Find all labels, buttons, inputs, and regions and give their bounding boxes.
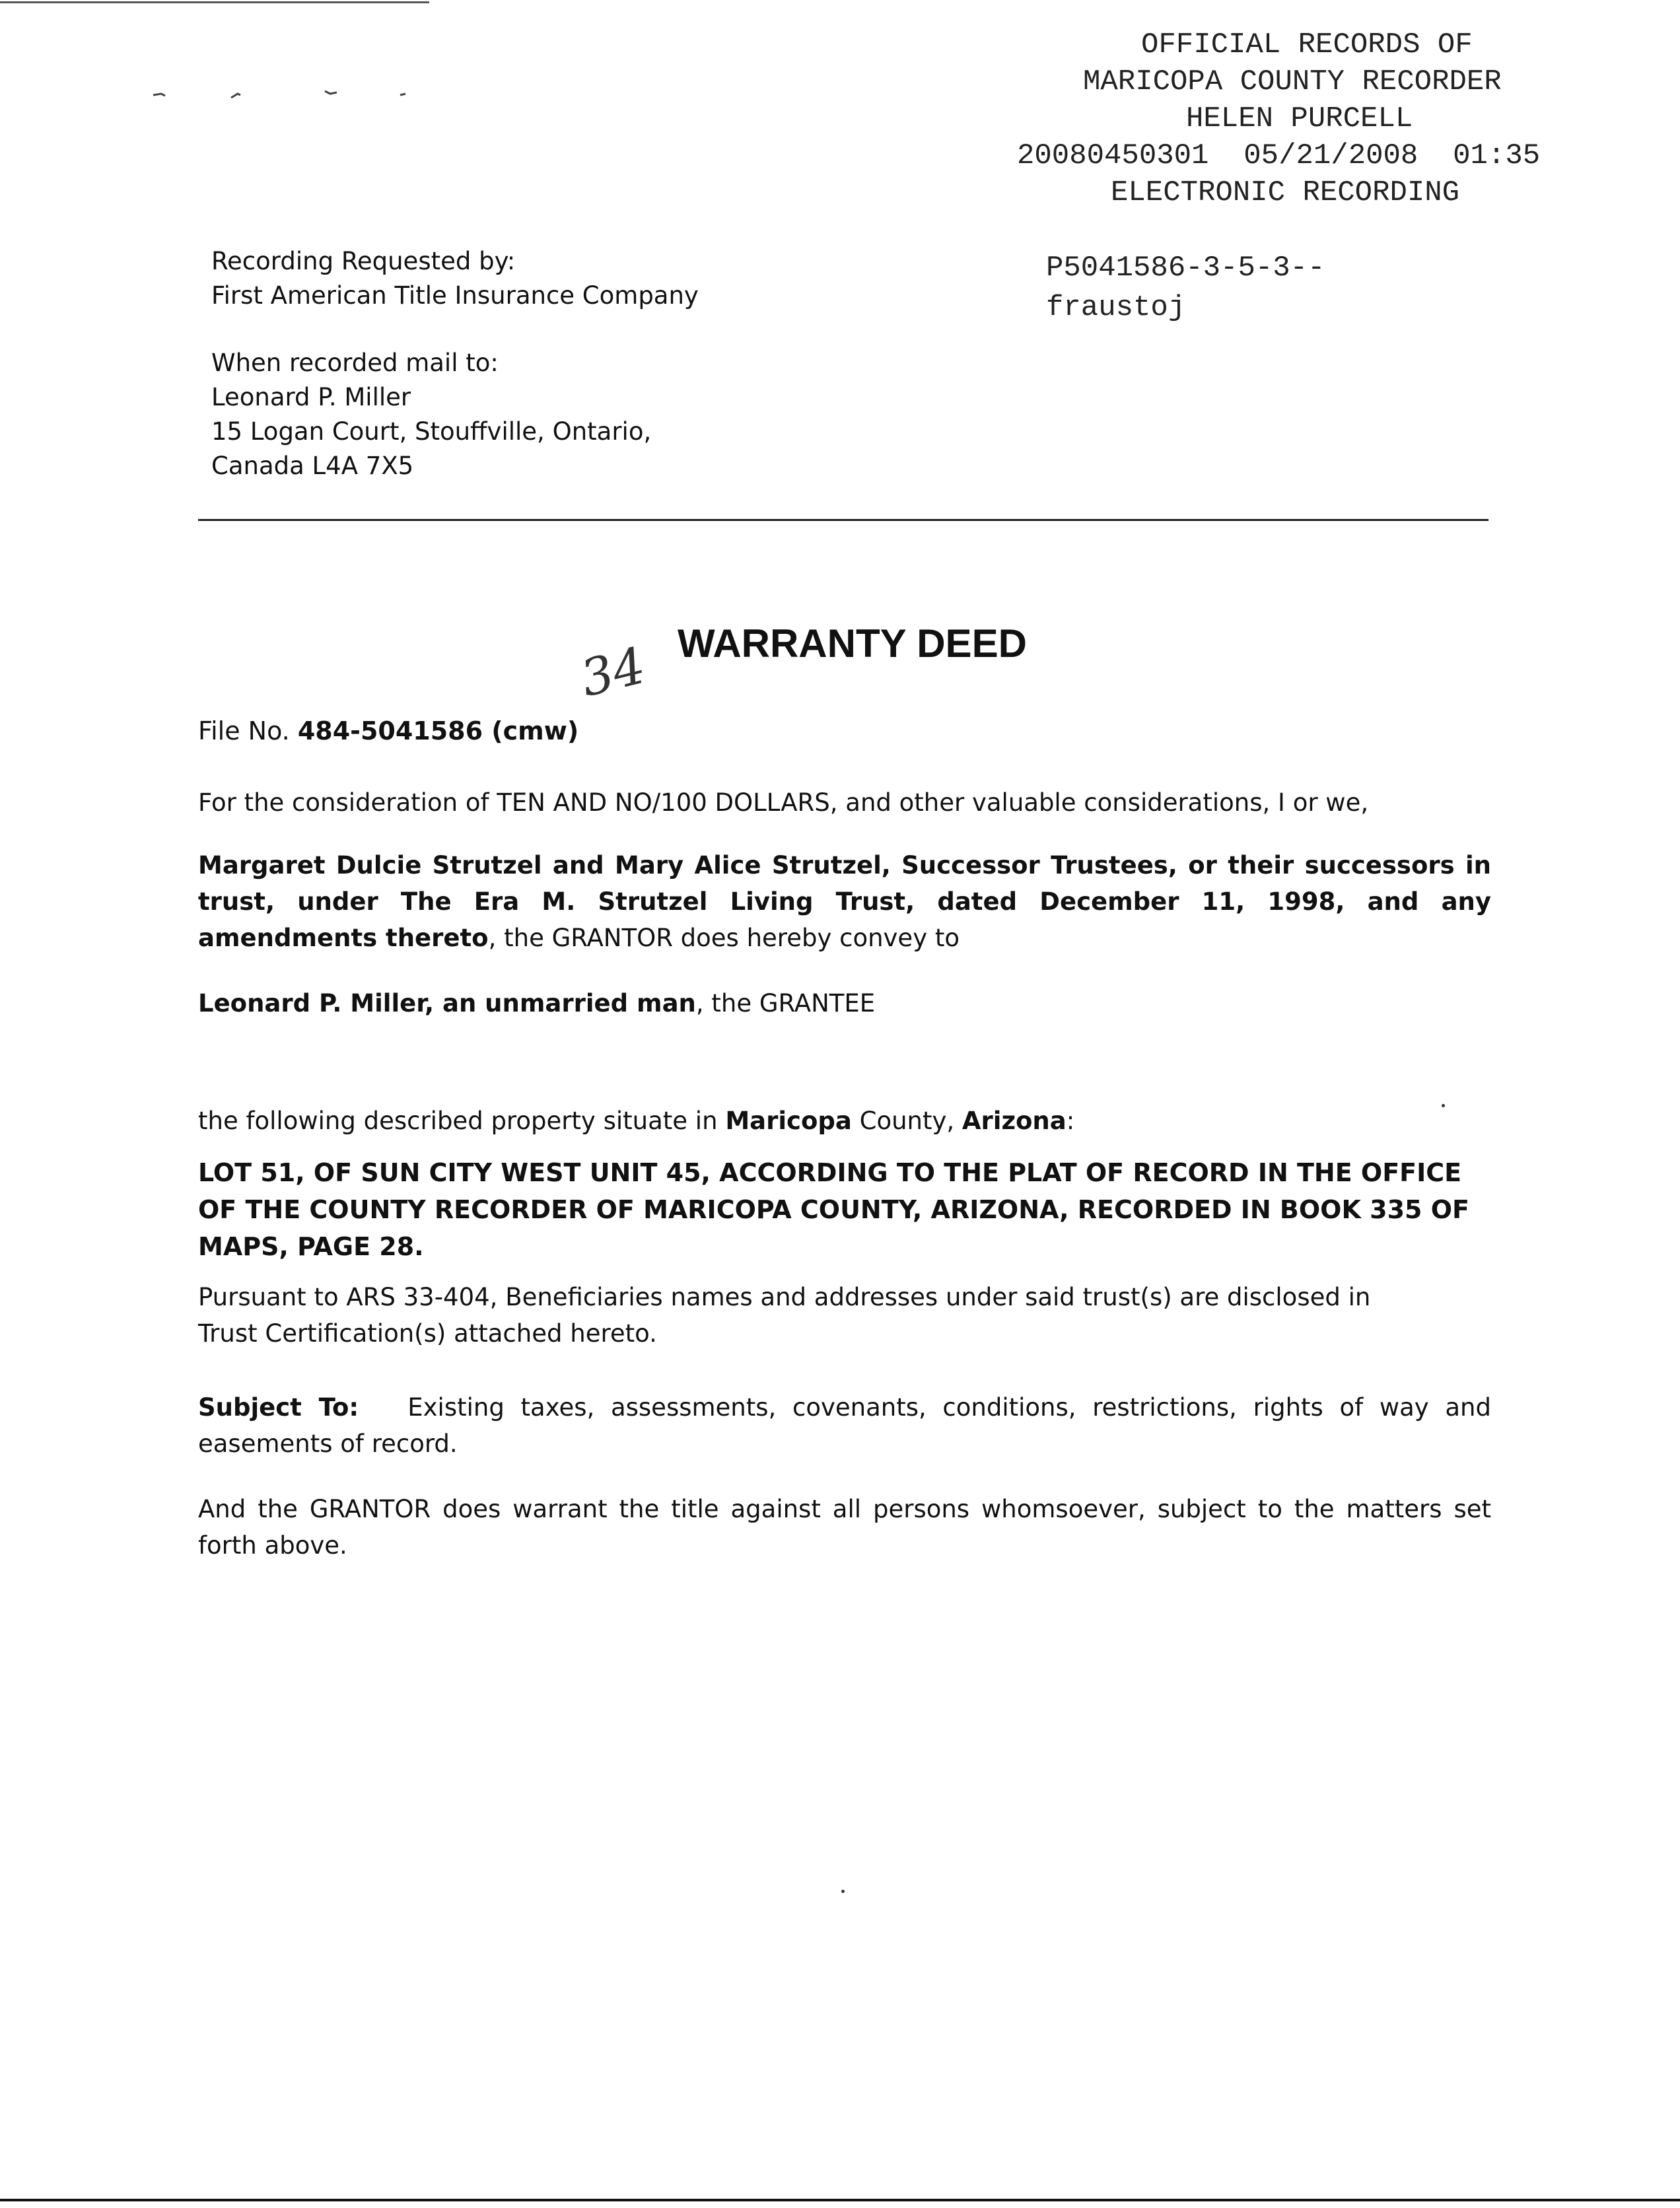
- operator-id: fraustoj: [1046, 291, 1186, 324]
- scan-dot: [1442, 1104, 1445, 1107]
- stamp-line-1: OFFICIAL RECORDS OF: [1141, 28, 1473, 61]
- mail-to-address-1: 15 Logan Court, Stouffville, Ontario,: [211, 417, 652, 446]
- stamp-line-4: [1017, 137, 1664, 174]
- top-edge-line: [0, 1, 429, 3]
- requested-by-label: Recording Requested by:: [211, 247, 516, 275]
- consideration-paragraph: For the consideration of TEN AND NO/100 DOLLARS, and other valuable considerations, I or we,: [198, 788, 1369, 817]
- recording-date: 05/21/2008: [1243, 139, 1418, 172]
- header-divider: [198, 519, 1488, 521]
- subject-to-label: Subject To:: [198, 1393, 359, 1422]
- mail-to-label: When recorded mail to:: [211, 349, 499, 377]
- mail-to-block: [211, 346, 938, 483]
- document-title: WARRANTY DEED: [678, 621, 1027, 666]
- scan-dot: [841, 1890, 845, 1893]
- grantor-names: Margaret Dulcie Strutzel and Mary Alice Strutzel, Successor Trustees, or their successors in trust, under The Era M. Strutzel Living Trust, dated December 11, 1998, and any amendments thereto: [198, 851, 1491, 952]
- stamp-line-3: HELEN PURCELL: [1186, 102, 1413, 135]
- pursuant-paragraph: Pursuant to ARS 33-404, Beneficiaries names and addresses under said trust(s) are disclosed in Trust Certification(s) attached hereto.: [198, 1283, 1371, 1348]
- mail-to-name: Leonard P. Miller: [211, 383, 411, 411]
- scan-specks: [152, 86, 429, 106]
- bottom-edge-line: [0, 2199, 1680, 2201]
- grantee-name: Leonard P. Miller, an unmarried man: [198, 989, 696, 1018]
- recorder-stamp: [1017, 26, 1664, 211]
- file-number-line: [198, 713, 578, 749]
- file-number-label: File No.: [198, 716, 290, 745]
- batch-id: P5041586-3-5-3--: [1046, 252, 1325, 285]
- recording-requested-block: [211, 244, 938, 313]
- subject-to-paragraph: [198, 1389, 1491, 1462]
- property-intro-mid: County,: [851, 1107, 962, 1135]
- grantee-paragraph: [198, 985, 1492, 1021]
- file-number-value: 484-5041586 (cmw): [297, 716, 579, 745]
- legal-description: LOT 51, OF SUN CITY WEST UNIT 45, ACCORDING TO THE PLAT OF RECORD IN THE OFFICE OF THE COUNTY RECORDER OF MARICOPA COUNTY, ARIZONA, RECORDED IN BOOK 335 OF MAPS, PAGE 28.: [198, 1158, 1469, 1261]
- recording-time: 01:35: [1453, 139, 1541, 172]
- handwritten-note: 34: [575, 635, 651, 708]
- grantor-suffix: , the GRANTOR does hereby convey to: [488, 924, 960, 952]
- property-intro-prefix: the following described property situate in: [198, 1107, 726, 1135]
- document-number: 20080450301: [1017, 139, 1209, 172]
- property-intro-end: :: [1066, 1107, 1075, 1135]
- property-intro-paragraph: [198, 1103, 1492, 1139]
- grantor-paragraph: [198, 847, 1491, 956]
- warranty-paragraph: And the GRANTOR does warrant the title against all persons whomsoever, subject to the matters set forth above.: [198, 1495, 1491, 1560]
- stamp-line-5: ELECTRONIC RECORDING: [1111, 176, 1460, 209]
- subject-to-text: Existing taxes, assessments, covenants, conditions, restrictions, rights of way and easements of record.: [198, 1393, 1491, 1458]
- stamp-line-2: MARICOPA COUNTY RECORDER: [1083, 65, 1502, 98]
- property-state: Arizona: [962, 1107, 1067, 1135]
- property-county: Maricopa: [725, 1107, 852, 1135]
- requested-by-company: First American Title Insurance Company: [211, 281, 699, 310]
- grantee-suffix: , the GRANTEE: [695, 989, 876, 1018]
- mail-to-address-2: Canada L4A 7X5: [211, 452, 414, 480]
